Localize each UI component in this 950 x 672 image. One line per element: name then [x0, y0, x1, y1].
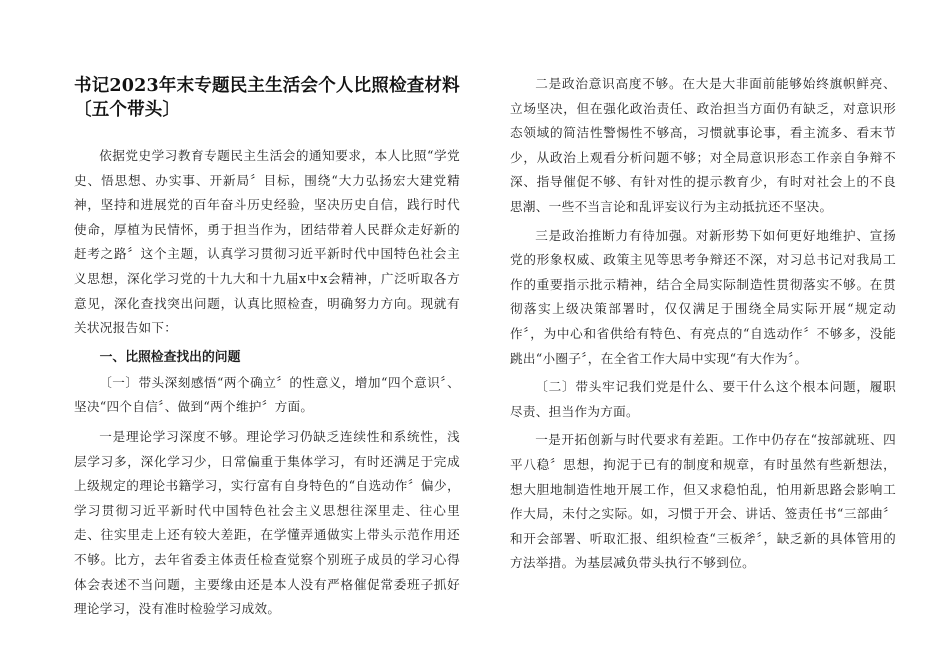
body-paragraph: 一是理论学习深度不够。理论学习仍缺乏连续性和系统性，浅层学习多，深化学习少，日常偏重于集体学习，有时还满足于完成上级规定的理论书籍学习，实行富有自身特色的“自选动作〞偏少，学习贯彻习近平新时代中国特色社会主义思想往深里走、往心里走、往实里走上还有较大差距，在学懂弄通做实上带头示范作用还不够。比方，去年省委主体责任检查觉察个别班子成员的学习心得体会表述不当问题，主要缘由还是本人没有严格催促常委班子抓好理论学习，没有准时检验学习成效。 [74, 428, 460, 617]
body-paragraph: 一是开拓创新与时代要求有差距。工作中仍存在“按部就班、四平八稳〞思想，拘泥于已有的制度和规章，有时虽然有些新想法，想大胆地制造性地开展工作，但又求稳怕乱，怕用新思路会影响工作大局，未付之实际。如，习惯于开会、讲话、签责任书“三部曲〞和开会部署、听取汇报、组织检查“三板斧〞，缺乏新的具体管用的方法举措。为基层减负带头执行不够到位。 [510, 432, 896, 571]
title-line-1: 书记2023年末专题民主生活会个人比照检查材料 [74, 76, 460, 96]
document-title [74, 74, 460, 122]
right-column [510, 72, 896, 580]
subsection-heading-2: 〔二〕带头牢记我们党是什么、要干什么这个根本问题，履职尽责、担当作为方面。 [510, 379, 896, 419]
body-paragraph: 三是政治推断力有待加强。对新形势下如何更好地维护、宣扬党的形象权威、政策主见等思考争辩还不深，对习总书记对我局工作的重要指示批示精神，结合全局实际制造性贯彻落实不够。在贯彻落实上级决策部署时，仅仅满足于围绕全局实际开展“规定动作〞，为中心和省供给有特色、有亮点的“自选动作〞不够多，没能跳出“小圈子〞，在全省工作大局中实现“有大作为〞。 [510, 227, 896, 366]
intro-paragraph: 依据党史学习教育专题民主生活会的通知要求，本人比照“学党史、悟思想、办实事、开新局〞目标，围绕“大力弘扬宏大建党精神，坚持和进展党的百年奋斗历史经验，坚决历史自信，践行时代使命，厚植为民情怀，勇于担当作为，团结带着人民群众走好新的赶考之路〞这个主题，认真学习贯彻习近平新时代中国特色社会主义思想，深化学习党的十九大和十九届x中x会精神，广泛听取各方意见，深化查找突出问题，认真比照检查，明确努力方向。现就有关状况报告如下： [74, 148, 460, 336]
subsection-heading-1: 〔一〕带头深刻感悟“两个确立〞的性意义，增加“四个意识〞、坚决“四个自信〞、做到“两个维护〞方面。 [74, 374, 460, 415]
body-paragraph: 二是政治意识高度不够。在大是大非面前能够始终旗帜鲜亮、立场坚决，但在强化政治责任、政治担当方面仍有缺乏，对意识形态领域的简洁性警惕性不够高，习惯就事论事，看主流多、看末节少，从政治上观看分析问题不够；对全局意识形态工作亲自争辩不深、指导催促不够、有针对性的提示教育少，有时对社会上的不良思潮、一些不当言论和乱评妄议行为主动抵抗还不坚决。 [510, 76, 896, 214]
section-heading-1: 一、比照检查找出的问题 [99, 349, 241, 365]
title-line-2: 〔五个带头〕 [74, 100, 181, 120]
left-column [74, 74, 460, 627]
